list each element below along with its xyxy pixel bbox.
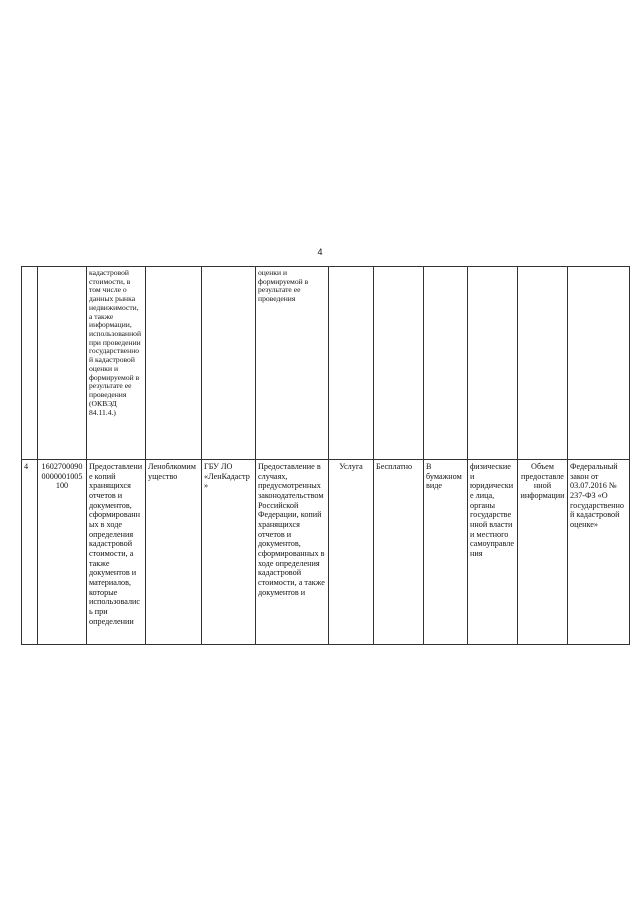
cell-form bbox=[424, 267, 468, 460]
cell-committee: Леноблкомимущество bbox=[146, 460, 202, 645]
cell-institution bbox=[202, 267, 256, 460]
registry-table bbox=[21, 266, 630, 645]
cell-form: В бумажном виде bbox=[424, 460, 468, 645]
page-number: 4 bbox=[317, 247, 323, 257]
cell-fee bbox=[374, 267, 424, 460]
cell-service-name: Предоставление копий хранящихся отчетов и документов, сформированных в ходе определения кадастровой стоимости, а также документов и материалов, которые использовались при определении bbox=[87, 460, 146, 645]
cell-consumers bbox=[468, 267, 518, 460]
cell-volume bbox=[518, 267, 568, 460]
cell-number: 4 bbox=[22, 460, 38, 645]
cell-number bbox=[22, 267, 38, 460]
table-row bbox=[22, 267, 630, 460]
cell-institution: ГБУ ЛО «ЛенКадастр» bbox=[202, 460, 256, 645]
cell-legal-basis: Федеральный закон от 03.07.2016 № 237-ФЗ «О государственной кадастровой оценке» bbox=[568, 460, 630, 645]
cell-registry-code: 16027000900000001005100 bbox=[38, 460, 87, 645]
cell-type: Услуга bbox=[329, 460, 374, 645]
cell-registry-code bbox=[38, 267, 87, 460]
cell-consumers: физические и юридические лица, органы государственной власти и местного самоуправления bbox=[468, 460, 518, 645]
cell-volume: Объем предоставленной информации bbox=[518, 460, 568, 645]
cell-committee bbox=[146, 267, 202, 460]
cell-service-name: кадастровой стоимости, в том числе о данных рынка недвижимости, а также информации, использованной при проведении государственной кадастровой оценки и формируемой в результате ее проведения (ОКВЭД 84.11.4.) bbox=[87, 267, 146, 460]
cell-content: Предоставление в случаях, предусмотренных законодательством Российской Федерации, копий хранящихся отчетов и документов, сформированных в ходе определения кадастровой стоимости, а также документов и bbox=[256, 460, 329, 645]
table-row bbox=[22, 460, 630, 645]
cell-legal-basis bbox=[568, 267, 630, 460]
cell-fee: Бесплатно bbox=[374, 460, 424, 645]
cell-type bbox=[329, 267, 374, 460]
cell-content: оценки и формируемой в результате ее проведения bbox=[256, 267, 329, 460]
